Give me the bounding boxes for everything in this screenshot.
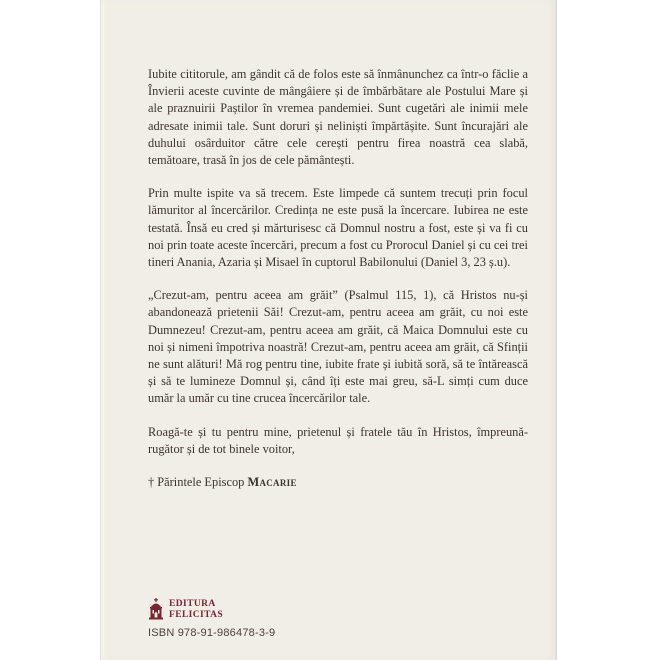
signature-prefix: † Părintele Episcop bbox=[148, 475, 248, 490]
cover-text bbox=[148, 66, 528, 507]
paragraph-3: „Crezut-am, pentru aceea am grăit” (Psalmul 115, 1), că Hristos nu-și abandonează prietenii Săi! Crezut-am, pentru aceea am grăit, cu noi este Dumnezeu! Crezut-am, pentru aceea am grăit, că Maica Domnului este cu noi și nimeni împotriva noastră! Crezut-am, pentru aceea am grăit, că Sfinții ne sunt alături! Mă rog pentru tine, iubite frate și iubită soră, să te întărească și să te lumineze Domnul și, când îți este mai greu, să-L simți cum duce umăr la umăr cu tine crucea încercărilor tale. bbox=[148, 288, 528, 406]
publisher-line2: FELICITAS bbox=[169, 609, 224, 620]
book-back-cover bbox=[100, 0, 557, 660]
paragraph-4: Roagă-te și tu pentru mine, prietenul și fratele tău în Hristos, împreună-rugător și de tot binele voitor, bbox=[148, 424, 528, 456]
signature-name: Macarie bbox=[247, 475, 297, 490]
paragraph-1: Iubite cititorule, am gândit că de folos este să înmânunchez ca într-o făclie a Învierii aceste cuvinte de mângâiere și de îmbărbătare ale Postului Mare și ale praznuirii Paștilor în vremea pandemiei. Sunt cugetări ale inimii mele adresate inimii tale. Sunt doruri și neliniști împărtășite. Sunt încurajări ale duhului osârduitor către cele cerești pentru firea noastră cea slabă, temătoare, trasă în jos de cele pământești. bbox=[148, 67, 528, 168]
paragraph-2: Prin multe ispite va să trecem. Este limpede că suntem trecuți prin focul lămuritor al încercărilor. Credința ne este pusă la încercare. Iubirea ne este testată. Însă eu cred și mărturisesc că Domnul nostru a fost, este și va fi cu noi prin toate aceste încercări, precum a fost cu Prorocul Daniel și cu cei trei tineri Anania, Azaria și Misael în cuptorul Babilonului (Daniel 3, 23 ș.u). bbox=[148, 186, 528, 270]
publisher-block bbox=[148, 598, 223, 620]
isbn-number: ISBN 978-91-986478-3-9 bbox=[148, 627, 276, 639]
church-logo-icon bbox=[148, 598, 164, 620]
signature bbox=[148, 474, 528, 491]
publisher-name bbox=[169, 599, 223, 620]
publisher-line1: EDITURA bbox=[169, 599, 216, 609]
